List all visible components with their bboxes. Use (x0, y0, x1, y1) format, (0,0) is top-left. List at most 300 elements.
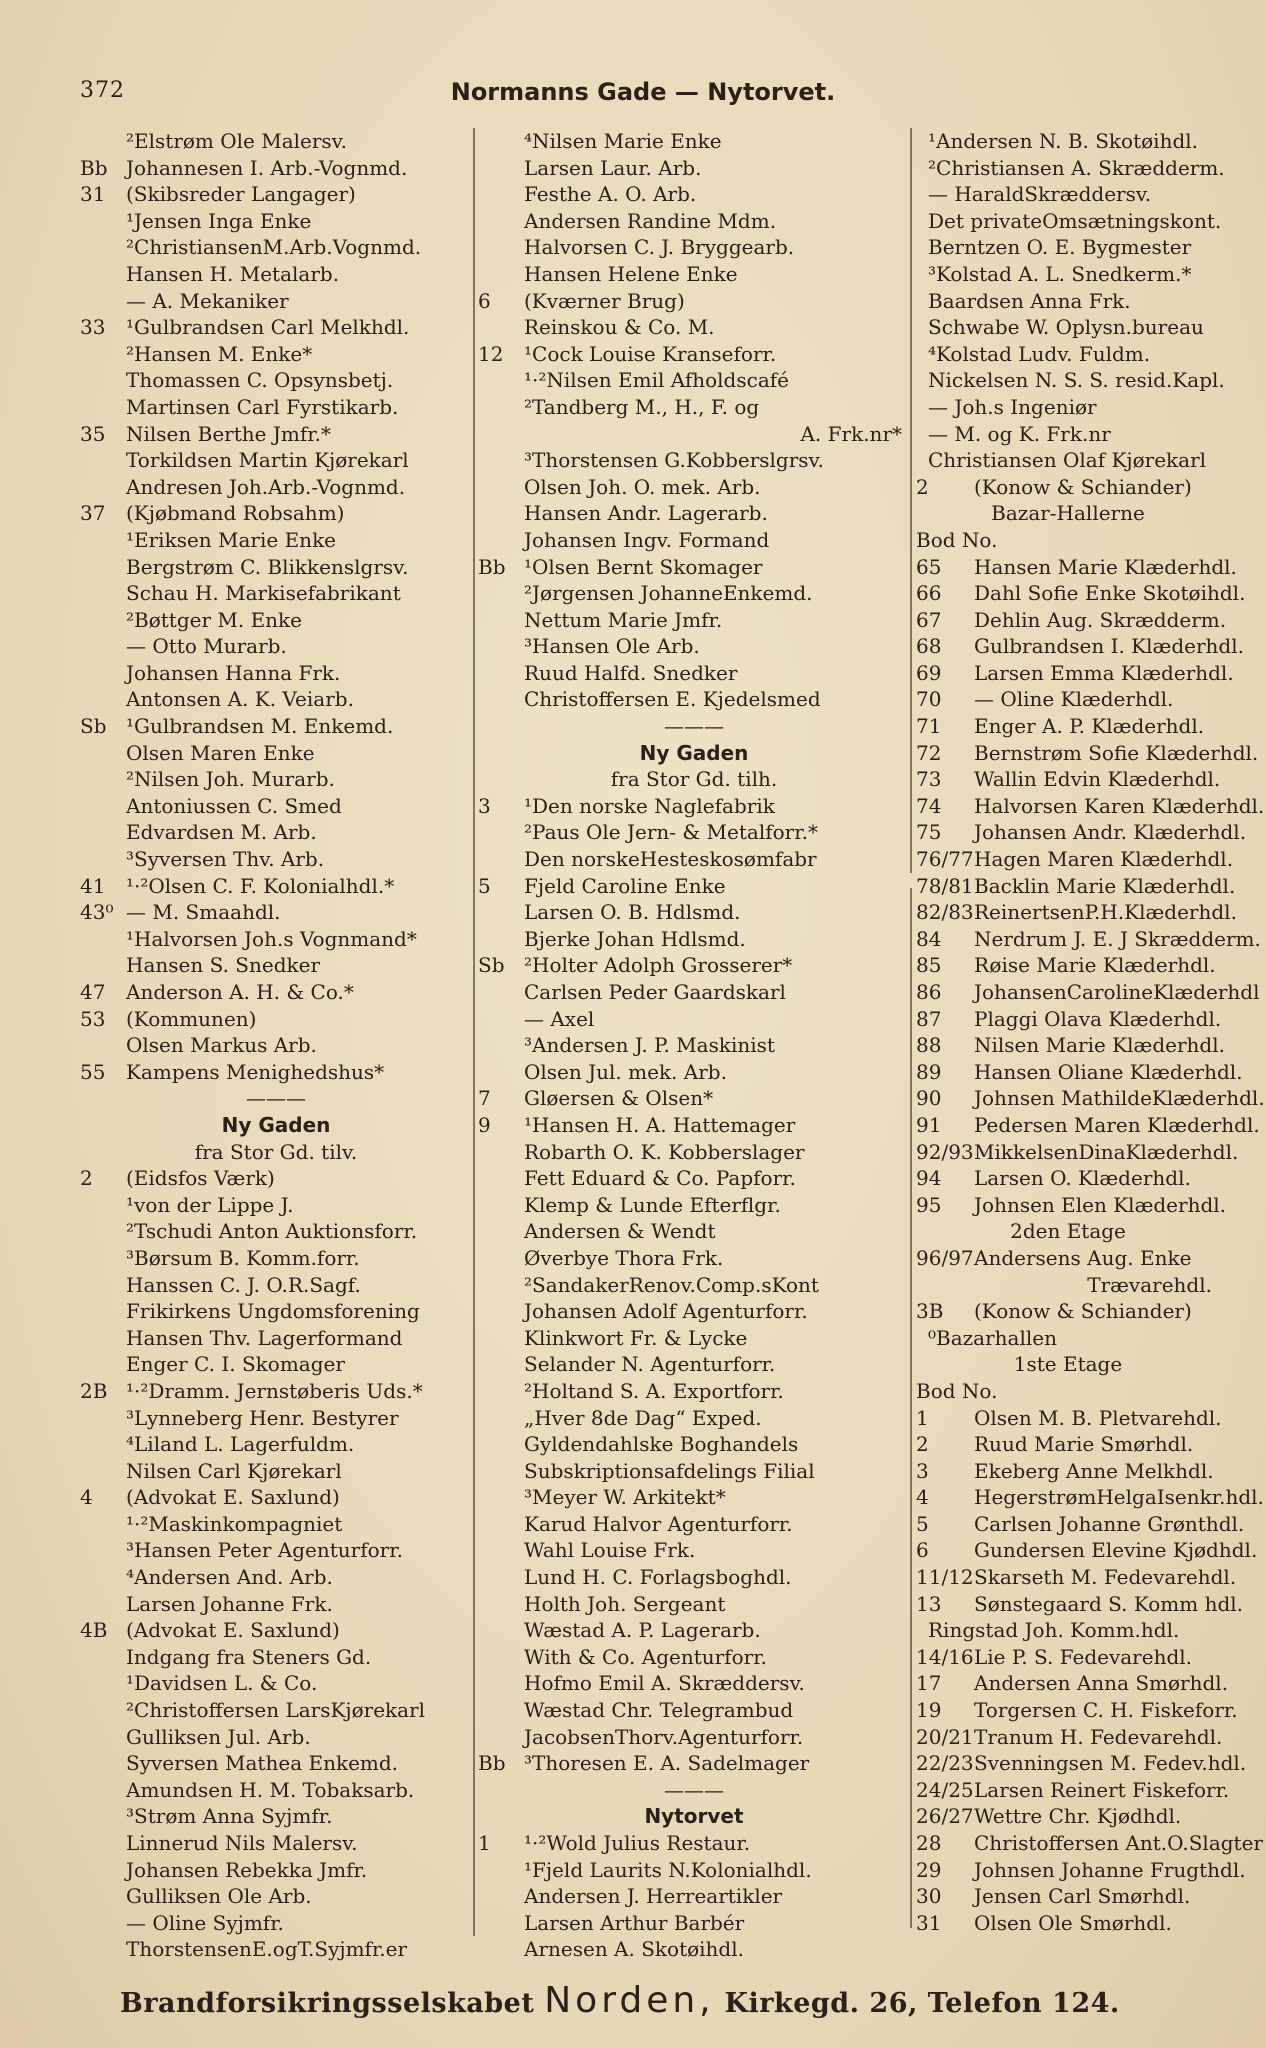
directory-entry (916, 367, 1225, 394)
entry-text: ——— (664, 714, 724, 739)
entry-text: ¹Gulbrandsen Carl Melkhdl. (126, 315, 410, 340)
directory-entry (916, 500, 1220, 527)
directory-entry (916, 314, 1220, 341)
directory-entry (80, 1032, 472, 1059)
directory-entry (80, 1697, 472, 1724)
entry-text: ReinertsenP.H.Klæderhdl. (974, 900, 1237, 925)
entry-text: (Kommunen) (126, 1006, 257, 1031)
directory-entry (80, 447, 472, 474)
directory-entry (478, 1032, 910, 1059)
directory-entry (80, 1750, 472, 1777)
entry-text: ²Elstrøm Ole Malersv. (126, 129, 347, 153)
entry-text: ²Tschudi Anton Auktionsforr. (126, 1219, 418, 1244)
directory-columns (80, 128, 1265, 1962)
entry-text: Dahl Sofie Enke Skotøihdl. (974, 581, 1246, 606)
directory-entry (916, 1777, 1230, 1804)
entry-text: ²Hansen M. Enke* (126, 341, 313, 366)
house-number: 87 (916, 1006, 942, 1031)
entry-text: ¹von der Lippe J. (126, 1192, 294, 1217)
entry-text: — HaraldSkræddersv. (928, 182, 1152, 207)
directory-entry (80, 1245, 472, 1272)
directory-entry (916, 660, 1234, 687)
entry-text: Larsen Arthur Barbér (524, 1910, 745, 1935)
house-number: 89 (916, 1059, 942, 1084)
directory-entry (80, 1059, 472, 1086)
entry-text: Andresen Joh.Arb.-Vognmd. (126, 474, 406, 499)
entry-text: A. Frk.nr* (800, 421, 902, 446)
entry-text: Lie P. S. Fedevarehdl. (974, 1644, 1193, 1669)
house-number: Bb (478, 1751, 506, 1776)
directory-entry (916, 1139, 1239, 1166)
footer-advert (120, 1980, 1206, 2020)
entry-text: Christoffersen E. Kjedelsmed (524, 687, 821, 712)
directory-entry (478, 926, 910, 953)
entry-text: HegerstrømHelgaIsenkr.hdl. (974, 1485, 1264, 1510)
directory-entry (80, 500, 472, 527)
directory-entry (80, 1511, 472, 1538)
directory-entry (478, 1697, 910, 1724)
entry-text: Backlin Marie Klæderhdl. (974, 873, 1236, 898)
directory-entry (80, 846, 472, 873)
entry-text: With & Co. Agenturforr. (524, 1644, 767, 1669)
directory-entry (478, 1325, 910, 1352)
entry-text: Christoffersen Ant.O.Slagter (974, 1831, 1263, 1855)
entry-text: Dehlin Aug. Skrædderm. (974, 607, 1227, 632)
page-header (80, 78, 1206, 118)
entry-text: Anderson A. H. & Co.* (126, 980, 354, 1004)
entry-text: Gyldendahlske Boghandels (524, 1432, 799, 1457)
entry-text: Festhe A. O. Arb. (524, 182, 697, 207)
entry-text: Enger C. I. Skomager (126, 1352, 345, 1377)
entry-text: — Axel (524, 1006, 595, 1031)
directory-entry (80, 1644, 472, 1671)
directory-entry (916, 1378, 1220, 1405)
entry-text: Larsen O. Klæderhdl. (974, 1166, 1191, 1191)
directory-entry (80, 1591, 472, 1618)
directory-entry (80, 208, 472, 235)
house-number: 67 (916, 607, 942, 632)
directory-entry (80, 128, 472, 155)
entry-text: ⁰Bazarhallen (928, 1325, 1057, 1350)
entry-text: ⁴Andersen And. Arb. (126, 1565, 333, 1590)
entry-text: Torkildsen Martin Kjørekarl (126, 448, 409, 473)
house-number: 95 (916, 1192, 942, 1217)
directory-entry (80, 1165, 472, 1192)
directory-entry (916, 1617, 1220, 1644)
entry-text: Martinsen Carl Fyrstikarb. (126, 394, 399, 419)
directory-entry (916, 261, 1220, 288)
entry-text: ThorstensenE.ogT.Syjmfr.er (126, 1937, 408, 1962)
entry-text: Nytorvet (644, 1804, 744, 1829)
house-number: 3 (478, 793, 491, 818)
entry-text: Hansen Thv. Lagerformand (126, 1325, 403, 1350)
directory-entry (478, 1511, 910, 1538)
directory-entry (80, 1537, 472, 1564)
house-number: 68 (916, 634, 942, 659)
entry-text: ¹Cock Louise Kranseforr. (524, 341, 777, 366)
directory-entry (916, 1431, 1220, 1458)
entry-text: Selander N. Agenturforr. (524, 1352, 776, 1377)
entry-text: Johansen Andr. Klæderhdl. (974, 820, 1247, 845)
entry-text: Gulliksen Jul. Arb. (126, 1724, 311, 1749)
entry-text: Hagen Maren Klæderhdl. (974, 847, 1234, 872)
entry-text: ³Hansen Peter Agenturforr. (126, 1538, 403, 1563)
house-number: 66 (916, 581, 942, 606)
entry-text: ¹Den norske Naglefabrik (524, 793, 775, 818)
house-number: 88 (916, 1033, 942, 1058)
directory-entry (80, 1910, 472, 1937)
entry-text: (Kjøbmand Robsahm) (126, 501, 345, 526)
entry-text: fra Stor Gd. tilh. (610, 767, 778, 792)
entry-text: Nerdrum J. E. J Skrædderm. (974, 926, 1261, 951)
directory-entry (916, 979, 1260, 1006)
house-number: 2B (80, 1378, 108, 1403)
directory-entry (478, 766, 910, 793)
directory-entry (916, 607, 1227, 634)
entry-text: Wæstad Chr. Telegrambud (524, 1698, 794, 1723)
directory-entry (916, 234, 1220, 261)
house-number: 86 (916, 980, 942, 1004)
entry-text: — M. og K. Frk.nr (928, 421, 1111, 446)
entry-text: Olsen Joh. O. mek. Arb. (524, 474, 761, 499)
entry-text: Fjeld Caroline Enke (524, 873, 726, 898)
directory-entry (478, 1405, 910, 1432)
directory-entry (80, 261, 472, 288)
directory-entry (916, 1351, 1220, 1378)
house-number: 71 (916, 714, 942, 739)
directory-entry (916, 1484, 1264, 1511)
directory-entry (916, 1192, 1227, 1219)
directory-entry (916, 527, 1220, 554)
house-number: 90 (916, 1086, 942, 1111)
house-number: 6 (916, 1538, 929, 1563)
directory-entry (478, 1165, 910, 1192)
entry-text: Robarth O. K. Kobberslager (524, 1139, 805, 1164)
entry-text: Syversen Mathea Enkemd. (126, 1751, 399, 1776)
entry-text: Klemp & Lunde Efterflgr. (524, 1192, 781, 1217)
entry-text: ²Christoffersen LarsKjørekarl (126, 1698, 426, 1723)
directory-entry (80, 1378, 472, 1405)
entry-text: Johnsen Johanne Frugthdl. (974, 1857, 1246, 1882)
entry-text: Wahl Louise Frk. (524, 1538, 696, 1563)
entry-text: ¹·²Wold Julius Restaur. (524, 1831, 751, 1855)
entry-text: ¹Eriksen Marie Enke (126, 527, 337, 552)
directory-entry (478, 1617, 910, 1644)
house-number: 14/16 (916, 1644, 974, 1669)
entry-text: ——— (246, 1086, 306, 1111)
entry-text: Ringstad Joh. Komm.hdl. (928, 1618, 1180, 1643)
entry-text: Johnsen Elen Klæderhdl. (974, 1192, 1227, 1217)
directory-entry (80, 234, 472, 261)
entry-text: Hansen H. Metalarb. (126, 261, 340, 286)
entry-text: Amundsen H. M. Tobaksarb. (126, 1777, 415, 1802)
directory-entry (80, 766, 472, 793)
directory-entry (478, 607, 910, 634)
entry-text: ²Nilsen Joh. Murarb. (126, 767, 335, 792)
directory-entry (80, 1325, 472, 1352)
directory-entry (916, 793, 1265, 820)
entry-text: Halvorsen C. J. Bryggearb. (524, 235, 795, 260)
directory-entry (916, 554, 1237, 581)
directory-entry (478, 341, 910, 368)
entry-text: Carlsen Peder Gaardskarl (524, 980, 786, 1004)
directory-entry (80, 1777, 472, 1804)
directory-entry (916, 1059, 1243, 1086)
house-number: 73 (916, 767, 942, 792)
directory-entry (478, 686, 910, 713)
entry-text: ¹Andersen N. B. Skotøihdl. (928, 129, 1198, 153)
entry-text: Hansen Marie Klæderhdl. (974, 554, 1237, 579)
directory-entry (80, 341, 472, 368)
directory-entry (916, 633, 1244, 660)
directory-entry (80, 740, 472, 767)
entry-text: Hofmo Emil A. Skræddersv. (524, 1671, 805, 1696)
entry-text: Hanssen C. J. O.R.Sagf. (126, 1272, 361, 1297)
directory-entry (80, 819, 472, 846)
house-number: 2 (916, 474, 929, 499)
directory-entry (916, 819, 1247, 846)
entry-text: (Eidsfos Værk) (126, 1166, 275, 1191)
directory-entry (916, 580, 1246, 607)
house-number: 12 (478, 341, 504, 366)
entry-text: — Otto Murarb. (126, 634, 287, 659)
house-number: 69 (916, 660, 942, 685)
directory-entry (80, 873, 472, 900)
directory-entry (478, 1591, 910, 1618)
directory-entry (478, 1112, 910, 1139)
directory-entry (478, 1803, 910, 1830)
entry-text: ¹·²Dramm. Jernstøberis Uds.* (126, 1378, 423, 1403)
directory-entry (916, 1724, 1223, 1751)
directory-entry (478, 1351, 910, 1378)
entry-text: Karud Halvor Agenturforr. (524, 1511, 793, 1536)
column-2 (478, 128, 910, 1962)
directory-entry (80, 899, 472, 926)
column-divider (473, 128, 475, 1936)
entry-text: Svenningsen M. Fedev.hdl. (974, 1751, 1247, 1776)
entry-text: Fett Eduard & Co. Papforr. (524, 1166, 796, 1191)
house-number: 35 (80, 421, 106, 446)
entry-text: ²Bøttger M. Enke (126, 607, 303, 632)
page-title: Normanns Gade — Nytorvet. (450, 78, 836, 106)
directory-entry (478, 1139, 910, 1166)
entry-text: 1ste Etage (1013, 1352, 1123, 1377)
directory-entry (80, 1936, 472, 1963)
directory-entry (80, 686, 472, 713)
directory-entry (916, 421, 1220, 448)
house-number: 4 (80, 1485, 93, 1510)
house-number: 33 (80, 315, 106, 340)
entry-text: Johansen Hanna Frk. (126, 660, 341, 685)
directory-entry (478, 1431, 910, 1458)
directory-entry (916, 1112, 1260, 1139)
entry-text: Trævarehdl. (1087, 1272, 1212, 1297)
directory-entry (478, 1298, 910, 1325)
directory-entry (916, 128, 1220, 155)
directory-entry (916, 766, 1220, 793)
directory-entry (478, 873, 910, 900)
entry-text: ——— (664, 1777, 724, 1802)
directory-entry (80, 1458, 472, 1485)
directory-entry (80, 1883, 472, 1910)
entry-text: Olsen Ole Smørhdl. (974, 1910, 1172, 1935)
entry-text: Christiansen Olaf Kjørekarl (928, 448, 1207, 473)
entry-text: ³Syversen Thv. Arb. (126, 847, 325, 872)
entry-text: Berntzen O. E. Bygmester (928, 235, 1192, 260)
house-number: 30 (916, 1884, 942, 1909)
house-number: 91 (916, 1112, 942, 1137)
directory-entry (916, 1910, 1220, 1937)
column-divider (910, 888, 912, 1928)
directory-entry (478, 633, 910, 660)
entry-text: Bod No. (916, 1378, 998, 1403)
directory-entry (478, 447, 910, 474)
entry-text: MikkelsenDinaKlæderhdl. (974, 1139, 1239, 1164)
directory-entry (80, 660, 472, 687)
house-number: 78/81 (916, 873, 974, 898)
directory-entry (916, 1218, 1220, 1245)
entry-text: „Hver 8de Dag“ Exped. (524, 1405, 762, 1430)
entry-text: Gulbrandsen I. Klæderhdl. (974, 634, 1244, 659)
directory-entry (478, 1059, 910, 1086)
entry-text: Larsen Johanne Frk. (126, 1591, 333, 1616)
directory-entry (80, 1803, 472, 1830)
directory-entry (478, 500, 910, 527)
directory-entry (80, 1830, 472, 1857)
entry-text: Bergstrøm C. Blikkenslgrsv. (126, 554, 409, 579)
entry-text: Thomassen C. Opsynsbetj. (126, 368, 394, 393)
directory-entry (916, 447, 1220, 474)
directory-entry (80, 1139, 472, 1166)
entry-text: Johansen Ingv. Formand (524, 527, 770, 552)
house-number: 22/23 (916, 1751, 974, 1776)
entry-text: Gundersen Elevine Kjødhdl. (974, 1538, 1258, 1563)
directory-entry (478, 1378, 910, 1405)
directory-entry (80, 1351, 472, 1378)
directory-entry (478, 1272, 910, 1299)
directory-entry (916, 1298, 1220, 1325)
entry-text: — Joh.s Ingeniør (928, 394, 1097, 419)
house-number: 41 (80, 873, 106, 898)
directory-entry (80, 1724, 472, 1751)
entry-text: ³Lynneberg Henr. Bestyrer (126, 1405, 399, 1430)
directory-entry (916, 1803, 1220, 1830)
footer-brand: Norden, (544, 1980, 715, 2021)
directory-entry (916, 899, 1237, 926)
directory-entry (916, 713, 1220, 740)
directory-entry (478, 181, 910, 208)
directory-entry (80, 1218, 472, 1245)
house-number: 85 (916, 953, 942, 978)
entry-text: ²Holtand S. A. Exportforr. (524, 1378, 784, 1403)
entry-text: ³Meyer W. Arkitekt* (524, 1485, 726, 1510)
directory-entry (478, 1218, 910, 1245)
entry-text: ²Paus Ole Jern- & Metalforr.* (524, 820, 818, 845)
house-number: 17 (916, 1671, 942, 1696)
entry-text: Ny Gaden (221, 1112, 331, 1137)
house-number: 37 (80, 501, 106, 526)
directory-entry (80, 952, 472, 979)
directory-entry (916, 208, 1220, 235)
directory-entry (80, 1298, 472, 1325)
directory-entry (80, 1564, 472, 1591)
house-number: 2 (916, 1432, 929, 1457)
entry-text: ¹Jensen Inga Enke (126, 208, 312, 233)
entry-text: — M. Smaahdl. (126, 900, 281, 925)
entry-text: ¹·²Nilsen Emil Afholdscafé (524, 368, 789, 393)
entry-text: Johannesen I. Arb.-Vognmd. (126, 155, 408, 180)
directory-entry (916, 926, 1261, 953)
directory-entry (80, 926, 472, 953)
entry-text: ¹Gulbrandsen M. Enkemd. (126, 714, 394, 739)
house-number: 9 (478, 1112, 491, 1137)
entry-text: — Oline Klæderhdl. (974, 687, 1174, 712)
directory-entry (478, 1245, 910, 1272)
entry-text: ³Andersen J. P. Maskinist (524, 1033, 775, 1058)
directory-entry (478, 819, 910, 846)
entry-text: Røise Marie Klæderhdl. (974, 953, 1216, 978)
entry-text: Nickelsen N. S. S. resid.Kapl. (928, 368, 1225, 393)
directory-entry (478, 1750, 910, 1777)
entry-text: Reinskou & Co. M. (524, 315, 715, 340)
directory-entry (916, 1830, 1263, 1857)
entry-text: ³Thoresen E. A. Sadelmager (524, 1751, 810, 1776)
directory-entry (916, 1697, 1238, 1724)
footer-company: Brandforsikringsselskabet (120, 1988, 535, 2019)
house-number: 92/93 (916, 1139, 974, 1164)
directory-entry (478, 527, 910, 554)
directory-entry (478, 421, 910, 448)
entry-text: Olsen Markus Arb. (126, 1033, 317, 1058)
house-number: 6 (478, 288, 491, 313)
directory-entry (478, 580, 910, 607)
entry-text: Enger A. P. Klæderhdl. (974, 714, 1205, 739)
directory-entry (916, 1325, 1220, 1352)
directory-entry (478, 208, 910, 235)
entry-text: Frikirkens Ungdomsforening (126, 1299, 420, 1324)
house-number: 26/27 (916, 1804, 974, 1829)
directory-entry (478, 979, 910, 1006)
directory-entry (916, 1750, 1247, 1777)
entry-text: Jensen Carl Smørhdl. (974, 1884, 1191, 1909)
house-number: 4 (916, 1485, 929, 1510)
directory-entry (916, 1511, 1245, 1538)
directory-entry (478, 1724, 910, 1751)
entry-text: fra Stor Gd. tilv. (194, 1139, 358, 1164)
entry-text: Johnsen MathildeKlæderhdl. (974, 1086, 1265, 1111)
entry-text: JohansenCarolineKlæderhdl (974, 980, 1260, 1004)
directory-entry (478, 1910, 910, 1937)
house-number: 20/21 (916, 1724, 974, 1749)
house-number: 1 (478, 1831, 491, 1855)
entry-text: Olsen M. B. Pletvarehdl. (974, 1405, 1222, 1430)
entry-text: Torgersen C. H. Fiskeforr. (974, 1698, 1238, 1723)
entry-text: 2den Etage (1010, 1219, 1126, 1244)
directory-entry (478, 660, 910, 687)
entry-text: Øverbye Thora Frk. (524, 1245, 724, 1270)
directory-entry (478, 846, 910, 873)
directory-entry (478, 1006, 910, 1033)
directory-entry (80, 713, 472, 740)
house-number: 3 (916, 1458, 929, 1483)
entry-text: Ruud Marie Smørhdl. (974, 1432, 1194, 1457)
entry-text: ²Christiansen A. Skrædderm. (928, 155, 1225, 180)
house-number: 47 (80, 980, 106, 1004)
entry-text: Edvardsen M. Arb. (126, 820, 317, 845)
house-number: 3B (916, 1299, 944, 1324)
entry-text: Schau H. Markisefabrikant (126, 581, 401, 606)
directory-entry (80, 979, 472, 1006)
